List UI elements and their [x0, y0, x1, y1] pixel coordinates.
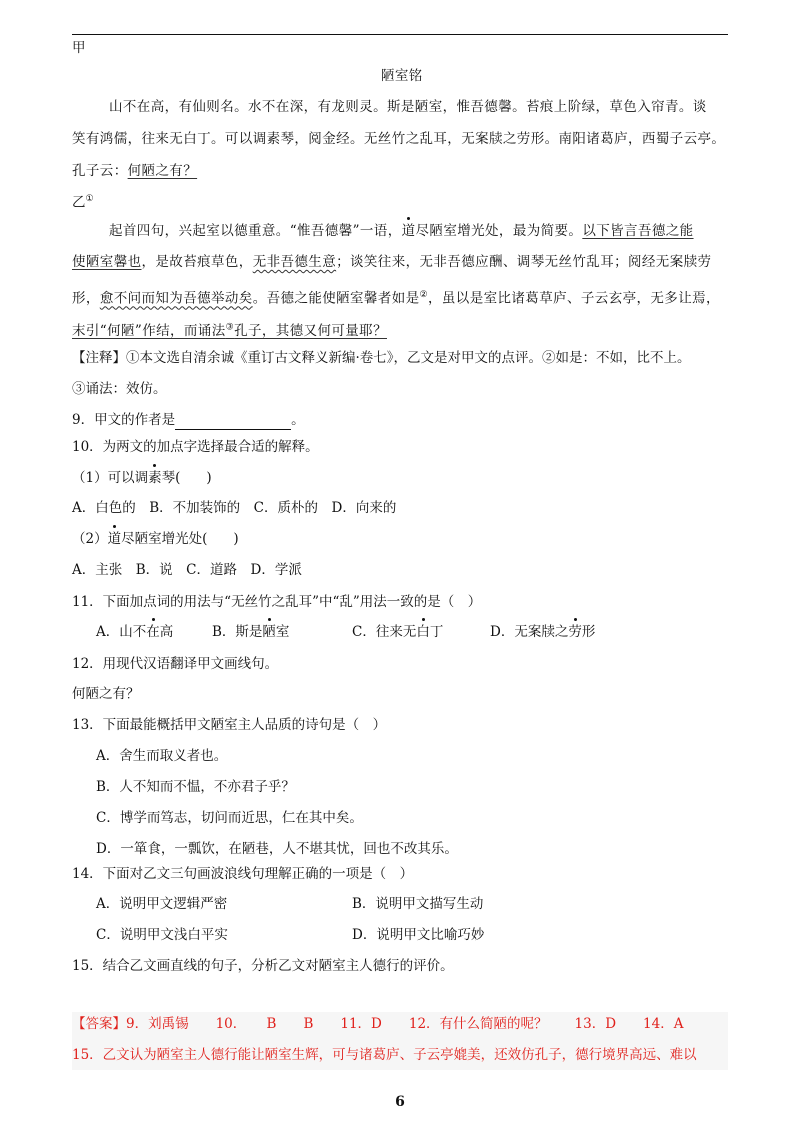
q11-c-end: 丁	[429, 624, 444, 640]
yi-l2-wavy: 无非吾德生意	[252, 254, 337, 270]
q9-text: 9．甲文的作者是	[72, 412, 176, 428]
yi-l4-sup: ③	[225, 322, 235, 332]
q11-option-b[interactable]	[212, 622, 289, 642]
q10-2-a: （2）	[72, 531, 108, 547]
question-9	[72, 410, 305, 430]
yi-line-2	[72, 252, 711, 272]
question-14: 14．下面对乙文三句画波浪线句理解正确的一项是（ ）	[72, 866, 414, 882]
q11-option-a[interactable]	[96, 622, 173, 642]
yi-l1-underlined: 以下皆言吾德之能	[582, 223, 694, 239]
q11-a-end: 高	[159, 624, 174, 640]
question-10: 10．为两文的加点字选择最合适的解释。	[72, 439, 319, 455]
q11-a-dotted: 在	[146, 624, 160, 640]
q13-option-b[interactable]: B．人不知而不愠，不亦君子乎？	[96, 779, 295, 795]
q10-1-b: 琴(	[161, 470, 181, 486]
yi-l2-underlined: 使陋室馨也	[72, 254, 142, 270]
q14-option-c[interactable]: C．说明甲文浅白平实	[96, 927, 228, 943]
jia-line-3	[72, 161, 197, 181]
q11-c-text: C．往来无	[352, 624, 417, 640]
yi-line-4	[72, 317, 387, 341]
q10-1-dotted-char: 素	[148, 470, 162, 486]
q11-a-text: A．山不	[96, 624, 147, 640]
q10-2-dotted-char: 道	[107, 531, 122, 547]
label-yi-text: 乙	[72, 194, 86, 211]
jia-title: 陋室铭	[381, 68, 423, 84]
q10-2-c: )	[233, 531, 239, 547]
yi-l3-a: 形，	[72, 290, 100, 307]
question-10-1	[72, 468, 212, 488]
q11-d-end: 形	[581, 624, 596, 640]
question-10-2-options: A．主张 B．说 C．道路 D．学派	[72, 562, 302, 578]
question-13: 13．下面最能概括甲文陋室主人品质的诗句是（ ）	[72, 717, 387, 733]
question-11: 11．下面加点词的用法与“无丝竹之乱耳”中“乱”用法一致的是（ ）	[72, 594, 482, 610]
header-rule	[72, 34, 728, 35]
note-line-2: ③诵法：效仿。	[72, 381, 167, 397]
q10-1-c: )	[206, 470, 212, 486]
question-15: 15．结合乙文画直线的句子，分析乙文对陋室主人德行的评价。	[72, 958, 454, 974]
q11-c-dotted: 白	[416, 624, 430, 640]
answer-line-1: 【答案】9．刘禹锡 10． B B 11．D 12．有什么简陋的呢？ 13．D 14．A	[72, 1016, 684, 1032]
yi-l3-d: ，虽以是室比诸葛草庐、子云玄亭，无多让焉，	[428, 290, 720, 307]
label-yi	[72, 189, 94, 213]
q11-b-text: B．斯是	[212, 624, 263, 640]
yi-l4-b: 孔子，其德又何可量耶？	[234, 322, 387, 339]
q9-end: 。	[291, 412, 305, 428]
q11-d-text: D．无案牍之	[490, 624, 569, 640]
label-jia: 甲	[72, 40, 86, 56]
yi-line-3	[72, 285, 720, 309]
q11-b-dotted: 陋	[262, 624, 276, 640]
q13-option-c[interactable]: C．博学而笃志，切问而近思，仁在其中矣。	[96, 810, 363, 826]
yi-line-1	[109, 221, 694, 241]
q10-2-b: 尽陋室增光处(	[121, 531, 208, 547]
yi-l2-b: ，是故苔痕草色，	[141, 254, 253, 270]
q11-d-dotted: 劳	[568, 624, 582, 640]
question-12: 12．用现代汉语翻译甲文画线句。	[72, 656, 279, 672]
q11-b-end: 室	[275, 624, 290, 640]
label-yi-note: ①	[85, 194, 94, 204]
q11-option-c[interactable]	[352, 622, 443, 642]
answer-line-2: 15．乙文认为陋室主人德行能让陋室生辉，可与诸葛庐、子云亭媲美，还效仿孔子，德行境界高远、难以	[72, 1047, 697, 1063]
yi-l4-underlined	[72, 323, 387, 339]
q14-option-a[interactable]: A．说明甲文逻辑严密	[96, 896, 228, 912]
yi-l1-a: 起首四句，兴起室以德重意。“惟吾德馨”一语，	[109, 223, 402, 239]
yi-l2-d: ；谈笑往来，无非吾德应酬、调琴无丝竹乱耳；阅经无案牍劳	[336, 254, 712, 270]
q14-option-b[interactable]: B．说明甲文描写生动	[352, 896, 484, 912]
jia-line-2: 笑有鸿儒，往来无白丁。可以调素琴，阅金经。无丝竹之乱耳，无案牍之劳形。南阳诸葛庐，西蜀子云亭。	[72, 131, 726, 147]
jia-line-3-prefix: 孔子云：	[72, 163, 128, 179]
jia-underlined-sentence: 何陋之有？	[127, 163, 198, 179]
note-line-1: 【注释】①本文选自清余诚《重订古文释义新编·卷七》，乙文是对甲文的点评。②如是：不如，比不上。	[72, 350, 691, 366]
yi-l3-sup: ②	[419, 290, 428, 300]
yi-l1-b: 尽陋室增光处，最为简要。	[415, 223, 583, 239]
page-number: 6	[395, 1094, 405, 1110]
q12-sentence: 何陋之有？	[72, 686, 140, 702]
q13-option-d[interactable]: D．一箪食，一瓢饮，在陋巷，人不堪其忧，回也不改其乐。	[96, 841, 458, 857]
yi-dotted-char: 道	[401, 223, 416, 239]
question-10-2	[72, 529, 239, 549]
q10-1-a: （1）可以调	[72, 470, 149, 486]
q14-option-d[interactable]: D．说明甲文比喻巧妙	[352, 927, 485, 943]
yi-l3-c: 。吾德之能使陋室馨者如是	[252, 290, 420, 307]
question-10-1-options: A．白色的 B．不加装饰的 C．质朴的 D．向来的	[72, 500, 397, 516]
q13-option-a[interactable]: A．舍生而取义者也。	[96, 748, 228, 764]
yi-l3-wavy: 愈不问而知为吾德举动矣	[99, 290, 253, 307]
q9-answer-blank[interactable]	[175, 415, 291, 430]
jia-line-1: 山不在高，有仙则名。水不在深，有龙则灵。斯是陋室，惟吾德馨。苔痕上阶绿，草色入帘青。谈	[109, 99, 707, 115]
q11-option-d[interactable]	[490, 622, 595, 642]
yi-l4-a: 末引“何陋”作结，而诵法	[72, 322, 226, 339]
